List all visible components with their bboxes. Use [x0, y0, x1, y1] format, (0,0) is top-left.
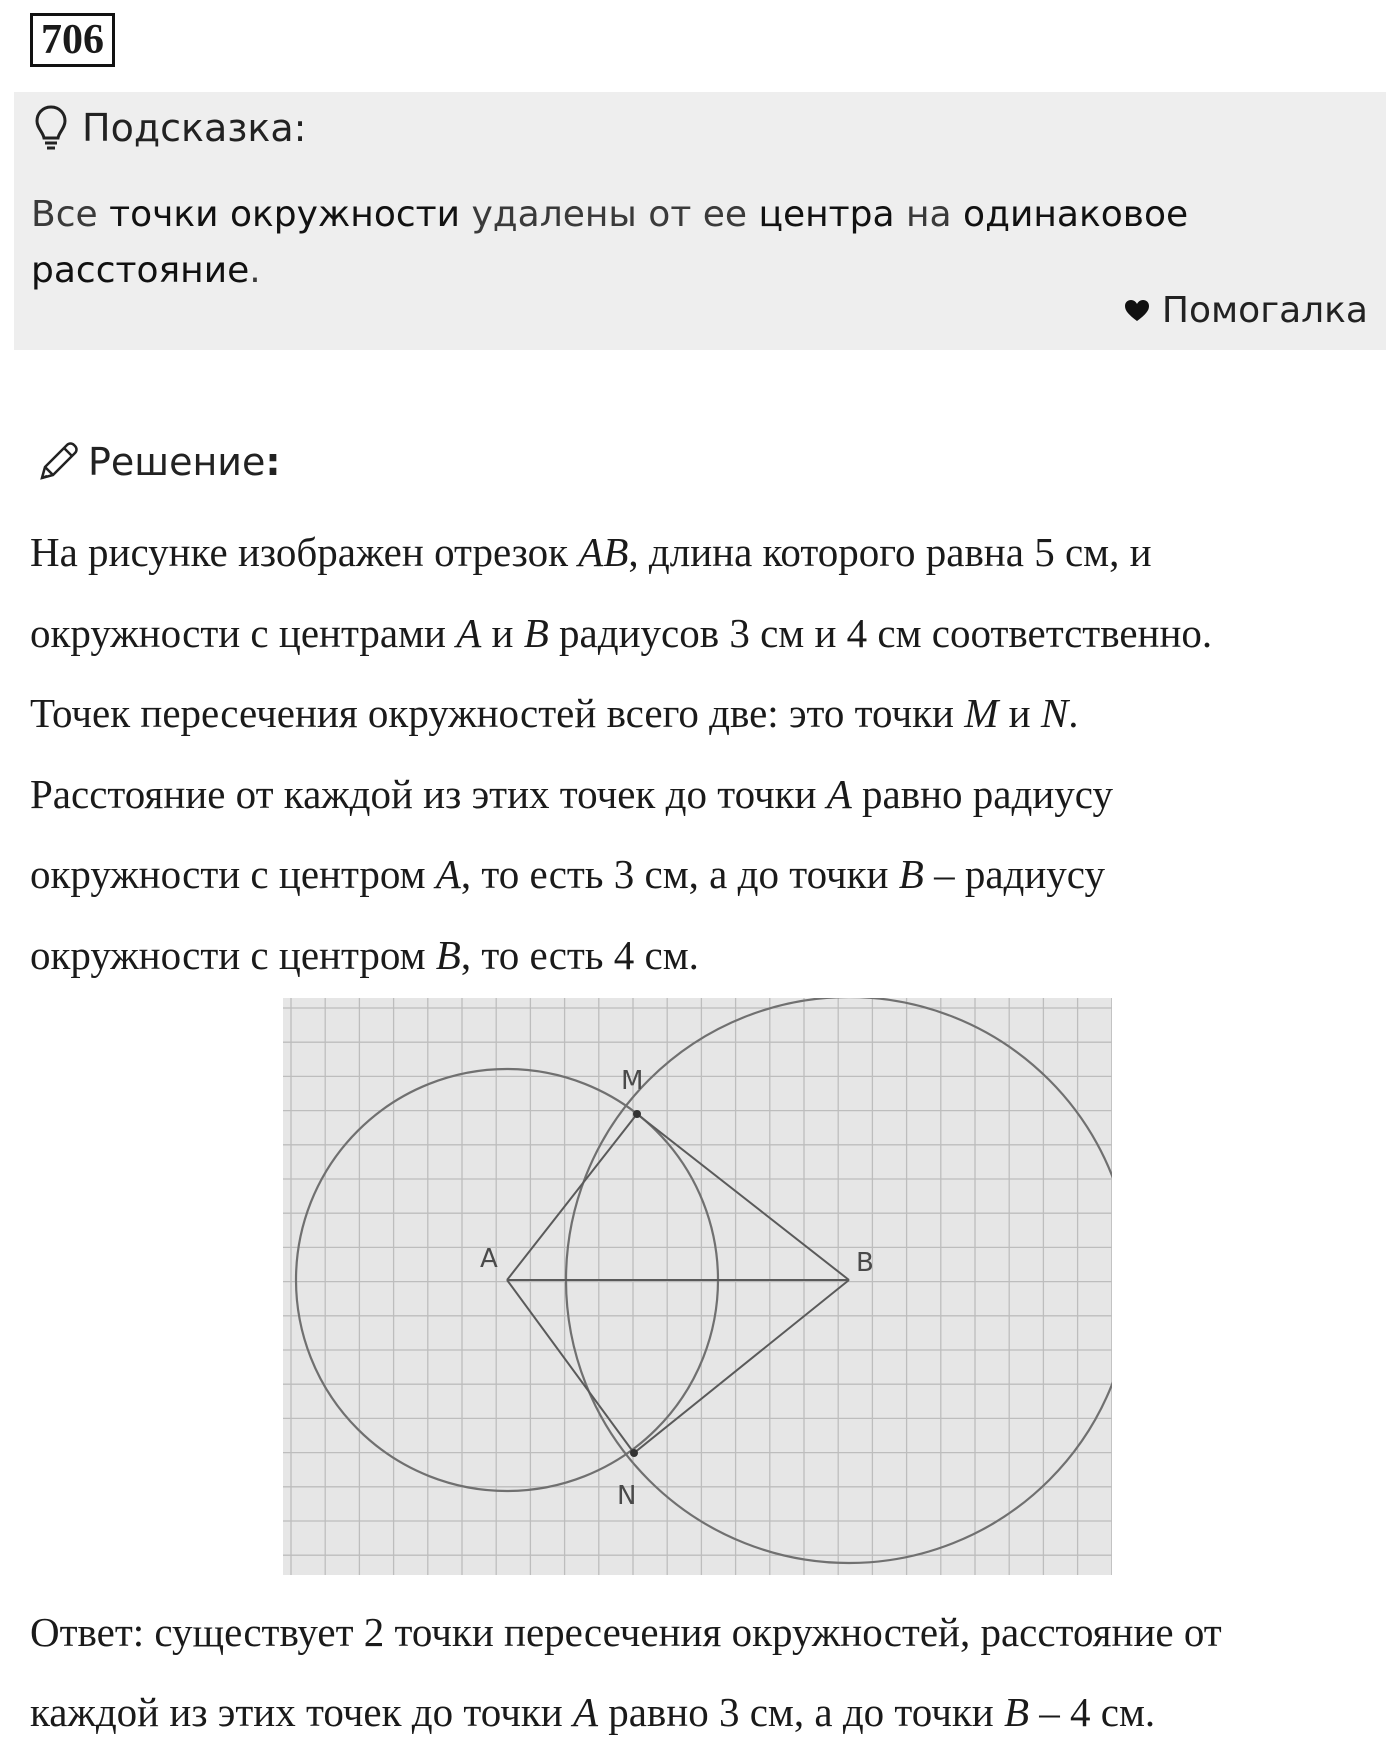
text-part: Точек пересечения окружностей всего две: это точки — [30, 690, 965, 736]
text-part: и — [998, 690, 1041, 736]
label-m: M — [621, 1066, 644, 1096]
hint-header — [34, 98, 306, 158]
text-part: окружности с центром — [30, 931, 436, 978]
solution-line — [30, 834, 1380, 915]
text-part: каждой из этих точек до точки — [30, 1689, 573, 1735]
hint-text-part: на — [894, 194, 964, 235]
solution-text — [30, 512, 1380, 995]
text-part: окружности с центром — [30, 851, 436, 897]
text-part: На рисунке изображен отрезок — [30, 529, 579, 575]
solution-line — [30, 673, 1380, 754]
solution-colon: : — [265, 440, 281, 484]
text-part: окружности с центрами — [30, 609, 457, 656]
math-var: A — [572, 1689, 598, 1735]
answer-line: Ответ: существует 2 точки пересечения окружностей, расстояние от — [30, 1609, 1222, 1655]
label-a: A — [480, 1244, 498, 1274]
circles-figure — [283, 998, 1112, 1575]
text-part: , то есть 4 см. — [460, 931, 699, 978]
solution-line — [30, 915, 1380, 996]
solution-title: Решение — [88, 440, 266, 484]
text-part: Расстояние от каждой из этих точек до точки — [30, 770, 827, 817]
math-var: B — [435, 931, 461, 978]
solution-line — [30, 512, 1380, 593]
heart-icon — [1124, 299, 1150, 323]
answer-text — [30, 1592, 1390, 1752]
pencil-icon — [36, 440, 80, 484]
text-part: , то есть 3 см, а до точки — [460, 851, 899, 897]
graph-paper — [283, 998, 1112, 1575]
hint-panel — [14, 92, 1386, 350]
text-part: . — [1068, 690, 1079, 736]
lightbulb-icon — [34, 104, 68, 152]
math-var: A — [826, 770, 852, 817]
point-n — [630, 1449, 638, 1457]
math-var: B — [523, 609, 549, 656]
math-var: B — [898, 851, 924, 897]
text-part: , длина которого равна 5 см, и — [628, 529, 1152, 575]
math-var: M — [964, 690, 999, 736]
helper-label: Помогалка — [1161, 290, 1368, 331]
solution-line — [30, 754, 1380, 835]
hint-text-part: Все — [31, 194, 110, 235]
text-part: – радиусу — [923, 851, 1105, 897]
math-var: N — [1040, 690, 1069, 736]
math-var: AB — [578, 529, 629, 575]
hint-text-part: удалены от ее — [460, 194, 759, 235]
point-m — [633, 1110, 641, 1118]
label-n: N — [617, 1481, 637, 1511]
hint-term: одинаковое — [963, 194, 1189, 235]
hint-text-part: . — [249, 250, 261, 291]
text-part: – 4 см. — [1029, 1689, 1156, 1735]
helper-link[interactable] — [1124, 290, 1368, 331]
text-part: равно 3 см, а до точки — [597, 1689, 1004, 1735]
answer-line — [30, 1672, 1390, 1752]
exercise-number: 706 — [30, 13, 115, 67]
hint-term: точки окружности — [109, 194, 461, 235]
math-var: A — [456, 609, 482, 656]
text-part: равно радиусу — [851, 770, 1113, 817]
hint-term: расстояние — [31, 250, 250, 291]
text-part: и — [481, 609, 524, 656]
text-part: радиусов 3 см и 4 см соответственно. — [548, 609, 1213, 656]
label-b: B — [856, 1248, 874, 1278]
solution-header — [36, 432, 281, 492]
math-var: B — [1003, 1689, 1030, 1735]
hint-term: центра — [758, 194, 895, 235]
hint-text — [31, 187, 1231, 299]
hint-title: Подсказка: — [82, 106, 307, 150]
math-var: A — [435, 851, 461, 897]
solution-line — [30, 593, 1380, 674]
